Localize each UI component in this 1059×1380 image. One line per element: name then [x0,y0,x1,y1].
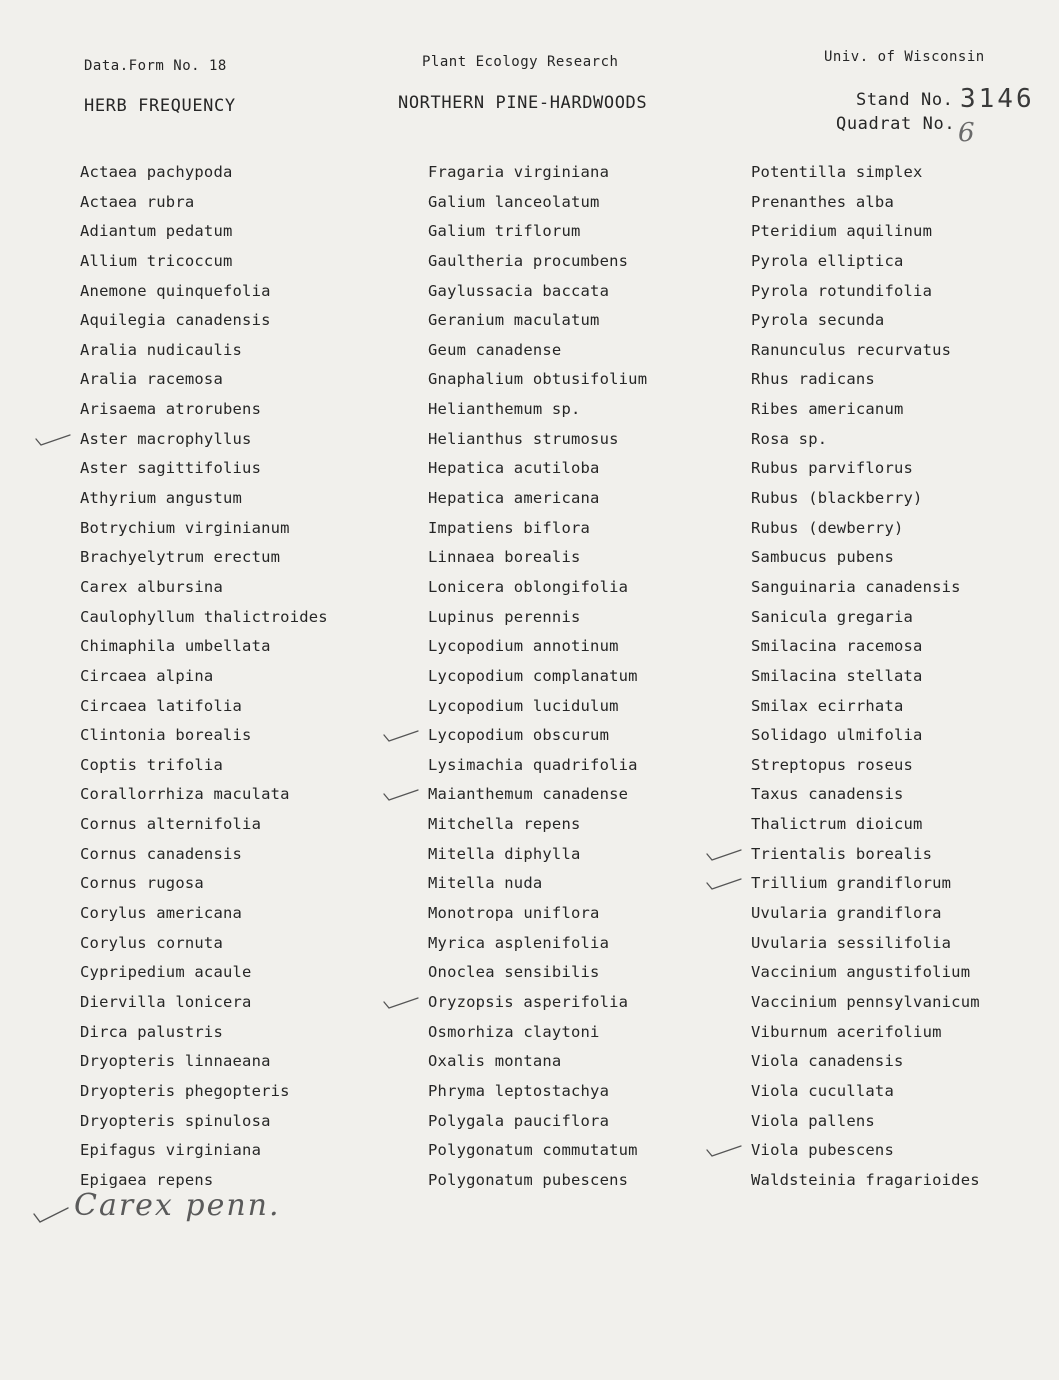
species-item-cornus-alternifolia [80,810,328,840]
species-name: Cornus canadensis [80,844,243,863]
species-name: Brachyelytrum erectum [80,548,281,567]
species-item-viola-cucullata [751,1077,980,1107]
species-name: Galium lanceolatum [428,192,600,211]
species-name: Cornus alternifolia [80,815,262,834]
check-mark-icon [32,430,72,450]
species-item-pteridium-aquilinum [751,217,980,247]
species-item-vaccinium-angustifolium [751,958,980,988]
species-name: Pyrola rotundifolia [751,281,933,300]
species-item-dryopteris-phegopteris [80,1077,328,1107]
species-item-aralia-racemosa [80,365,328,395]
species-item-dryopteris-linnaeana [80,1047,328,1077]
species-name: Hepatica acutiloba [428,459,600,478]
species-item-circaea-latifolia [80,692,328,722]
species-name: Vaccinium pennsylvanicum [751,992,980,1011]
species-item-aster-sagittifolius [80,454,328,484]
species-item-gaultheria-procumbens [428,247,647,277]
species-name: Mitella nuda [428,874,543,893]
species-name: Osmorhiza claytoni [428,1022,600,1041]
species-name: Rubus (dewberry) [751,518,904,537]
species-name: Impatiens biflora [428,518,591,537]
species-name: Caulophyllum thalictroides [80,607,328,626]
species-item-rubus-blackberry [751,484,980,514]
species-item-arisaema-atrorubens [80,395,328,425]
species-name: Aster macrophyllus [80,429,252,448]
species-name: Uvularia sessilifolia [751,933,952,952]
species-name: Smilax ecirrhata [751,696,904,715]
species-name: Sanguinaria canadensis [751,577,961,596]
species-item-smilacina-stellata [751,662,980,692]
species-name: Adiantum pedatum [80,222,233,241]
species-name: Pyrola secunda [751,311,885,330]
species-name: Corylus americana [80,904,243,923]
species-item-thalictrum-dioicum [751,810,980,840]
species-item-pyrola-elliptica [751,247,980,277]
species-item-diervilla-lonicera [80,988,328,1018]
species-name: Athyrium angustum [80,489,243,508]
species-item-impatiens-biflora [428,514,647,544]
species-name: Pteridium aquilinum [751,222,933,241]
species-name: Galium triflorum [428,222,581,241]
species-name: Phryma leptostachya [428,1081,610,1100]
species-item-aquilegia-canadensis [80,306,328,336]
species-name: Rubus parviflorus [751,459,914,478]
species-name: Aralia racemosa [80,370,223,389]
species-item-mitchella-repens [428,810,647,840]
species-item-onoclea-sensibilis [428,958,647,988]
species-item-hepatica-americana [428,484,647,514]
species-item-actaea-pachypoda [80,158,328,188]
species-item-trillium-grandiflorum [751,869,980,899]
species-name: Pyrola elliptica [751,251,904,270]
species-name: Cornus rugosa [80,874,204,893]
species-item-clintonia-borealis [80,721,328,751]
species-item-helianthemum-sp [428,395,647,425]
species-name: Anemone quinquefolia [80,281,271,300]
species-item-geranium-maculatum [428,306,647,336]
species-name: Viola cucullata [751,1081,894,1100]
species-name: Smilacina racemosa [751,637,923,656]
species-name: Taxus canadensis [751,785,904,804]
species-item-polygonatum-commutatum [428,1136,647,1166]
species-item-coptis-trifolia [80,751,328,781]
species-column-1 [80,158,328,1195]
check-mark-icon [703,874,743,894]
species-item-fragaria-virginiana [428,158,647,188]
species-name: Vaccinium angustifolium [751,963,971,982]
species-name: Dryopteris phegopteris [80,1081,290,1100]
species-item-lupinus-perennis [428,603,647,633]
species-name: Gaylussacia baccata [428,281,610,300]
check-mark-icon [703,845,743,865]
species-name: Helianthemum sp. [428,400,581,419]
species-name: Prenanthes alba [751,192,894,211]
species-item-rubus-parviflorus [751,454,980,484]
species-item-galium-triflorum [428,217,647,247]
species-name: Viola canadensis [751,1052,904,1071]
species-name: Allium tricoccum [80,251,233,270]
quadrat-label: Quadrat No. [836,114,956,134]
species-item-actaea-rubra [80,188,328,218]
species-name: Actaea pachypoda [80,163,233,181]
species-item-aster-macrophyllus [80,425,328,455]
species-item-helianthus-strumosus [428,425,647,455]
species-item-galium-lanceolatum [428,188,647,218]
species-name: Hepatica americana [428,489,600,508]
form-number: Data.Form No. 18 [84,58,227,74]
species-name: Circaea alpina [80,666,214,685]
species-name: Mitella diphylla [428,844,581,863]
check-mark-icon [703,1141,743,1161]
species-item-linnaea-borealis [428,543,647,573]
species-name: Trillium grandiflorum [751,874,952,893]
species-item-carex-albursina [80,573,328,603]
species-name: Carex albursina [80,577,223,596]
species-name: Trientalis borealis [751,844,933,863]
species-item-taxus-canadensis [751,780,980,810]
species-name: Lycopodium annotinum [428,637,619,656]
species-name: Viola pubescens [751,1141,894,1160]
species-name: Cypripedium acaule [80,963,252,982]
species-name: Lycopodium obscurum [428,726,610,745]
species-item-lycopodium-lucidulum [428,692,647,722]
species-item-rhus-radicans [751,365,980,395]
species-name: Lonicera oblongifolia [428,577,629,596]
species-item-circaea-alpina [80,662,328,692]
species-item-smilax-ecirrhata [751,692,980,722]
species-item-smilacina-racemosa [751,632,980,662]
species-name: Thalictrum dioicum [751,815,923,834]
species-item-allium-tricoccum [80,247,328,277]
species-item-hepatica-acutiloba [428,454,647,484]
species-name: Aquilegia canadensis [80,311,271,330]
species-name: Ribes americanum [751,400,904,419]
species-name: Rhus radicans [751,370,875,389]
species-item-epifagus-virginiana [80,1136,328,1166]
species-name: Corallorrhiza maculata [80,785,290,804]
species-name: Viburnum acerifolium [751,1022,942,1041]
species-name: Polygonatum pubescens [428,1170,629,1189]
species-name: Maianthemum canadense [428,785,629,804]
species-item-monotropa-uniflora [428,899,647,929]
species-name: Dryopteris linnaeana [80,1052,271,1071]
species-name: Corylus cornuta [80,933,223,952]
species-item-geum-canadense [428,336,647,366]
species-item-lycopodium-obscurum [428,721,647,751]
species-item-dryopteris-spinulosa [80,1107,328,1137]
species-name: Helianthus strumosus [428,429,619,448]
species-name: Lysimachia quadrifolia [428,755,638,774]
species-item-sanicula-gregaria [751,603,980,633]
species-item-cypripedium-acaule [80,958,328,988]
species-item-streptopus-roseus [751,751,980,781]
species-item-lycopodium-complanatum [428,662,647,692]
species-item-solidago-ulmifolia [751,721,980,751]
species-name: Lycopodium complanatum [428,666,638,685]
form-title: HERB FREQUENCY [84,96,236,116]
species-name: Sanicula gregaria [751,607,914,626]
species-item-mitella-diphylla [428,840,647,870]
species-item-pyrola-rotundifolia [751,277,980,307]
species-name: Potentilla simplex [751,163,923,181]
species-item-viola-canadensis [751,1047,980,1077]
species-item-gnaphalium-obtusifolium [428,365,647,395]
species-name: Monotropa uniflora [428,904,600,923]
species-item-myrica-asplenifolia [428,929,647,959]
species-name: Streptopus roseus [751,755,914,774]
check-mark-icon [30,1206,70,1226]
species-name: Onoclea sensibilis [428,963,600,982]
species-name: Sambucus pubens [751,548,894,567]
check-mark-icon [380,993,420,1013]
species-name: Aralia nudicaulis [80,340,243,359]
organization-name: Plant Ecology Research [422,54,619,70]
species-item-corallorrhiza-maculata [80,780,328,810]
species-name: Geranium maculatum [428,311,600,330]
stand-number-value: 3146 [960,84,1035,114]
species-item-aralia-nudicaulis [80,336,328,366]
species-item-viola-pubescens [751,1136,980,1166]
species-item-botrychium-virginianum [80,514,328,544]
species-item-rosa-sp [751,425,980,455]
species-column-3 [751,158,980,1195]
species-name: Circaea latifolia [80,696,243,715]
handwritten-entry [30,1188,330,1248]
species-name: Ranunculus recurvatus [751,340,952,359]
species-name: Fragaria virginiana [428,163,610,181]
species-name: Lupinus perennis [428,607,581,626]
species-item-cornus-rugosa [80,869,328,899]
species-item-potentilla-simplex [751,158,980,188]
species-item-pyrola-secunda [751,306,980,336]
species-item-sambucus-pubens [751,543,980,573]
species-name: Viola pallens [751,1111,875,1130]
species-item-brachyelytrum-erectum [80,543,328,573]
species-name: Coptis trifolia [80,755,223,774]
species-item-caulophyllum-thalictroides [80,603,328,633]
species-item-adiantum-pedatum [80,217,328,247]
species-name: Gnaphalium obtusifolium [428,370,648,389]
species-name: Chimaphila umbellata [80,637,271,656]
check-mark-icon [380,785,420,805]
species-name: Oxalis montana [428,1052,562,1071]
species-item-sanguinaria-canadensis [751,573,980,603]
species-item-polygonatum-pubescens [428,1166,647,1196]
species-name: Gaultheria procumbens [428,251,629,270]
species-name: Geum canadense [428,340,562,359]
species-item-phryma-leptostachya [428,1077,647,1107]
quadrat-number-value: 6 [958,118,975,148]
species-item-oryzopsis-asperifolia [428,988,647,1018]
species-item-ranunculus-recurvatus [751,336,980,366]
species-name: Polygonatum commutatum [428,1141,638,1160]
species-item-trientalis-borealis [751,840,980,870]
species-name: Linnaea borealis [428,548,581,567]
university-name: Univ. of Wisconsin [824,49,985,65]
handwritten-species-name: Carex penn. [74,1188,281,1223]
species-item-rubus-dewberry [751,514,980,544]
species-item-uvularia-grandiflora [751,899,980,929]
species-name: Lycopodium lucidulum [428,696,619,715]
species-name: Dryopteris spinulosa [80,1111,271,1130]
species-name: Arisaema atrorubens [80,400,262,419]
species-name: Diervilla lonicera [80,992,252,1011]
stand-label: Stand No. [856,90,954,110]
species-item-maianthemum-canadense [428,780,647,810]
species-name: Botrychium virginianum [80,518,290,537]
species-item-ribes-americanum [751,395,980,425]
species-name: Clintonia borealis [80,726,252,745]
species-name: Smilacina stellata [751,666,923,685]
species-item-viola-pallens [751,1107,980,1137]
species-item-corylus-cornuta [80,929,328,959]
species-item-corylus-americana [80,899,328,929]
species-name: Rosa sp. [751,429,828,448]
species-item-oxalis-montana [428,1047,647,1077]
species-item-uvularia-sessilifolia [751,929,980,959]
species-item-athyrium-angustum [80,484,328,514]
species-item-dirca-palustris [80,1018,328,1048]
species-name: Solidago ulmifolia [751,726,923,745]
species-item-mitella-nuda [428,869,647,899]
check-mark-icon [380,726,420,746]
species-item-waldsteinia-fragarioides [751,1166,980,1196]
species-name: Myrica asplenifolia [428,933,610,952]
species-item-polygala-pauciflora [428,1107,647,1137]
species-name: Actaea rubra [80,192,195,211]
species-item-chimaphila-umbellata [80,632,328,662]
species-name: Mitchella repens [428,815,581,834]
species-item-lonicera-oblongifolia [428,573,647,603]
species-item-prenanthes-alba [751,188,980,218]
species-name: Epigaea repens [80,1170,214,1189]
species-name: Epifagus virginiana [80,1141,262,1160]
species-item-cornus-canadensis [80,840,328,870]
species-item-vaccinium-pennsylvanicum [751,988,980,1018]
species-item-lysimachia-quadrifolia [428,751,647,781]
species-name: Uvularia grandiflora [751,904,942,923]
species-item-lycopodium-annotinum [428,632,647,662]
species-name: Rubus (blackberry) [751,489,923,508]
species-item-viburnum-acerifolium [751,1018,980,1048]
species-item-gaylussacia-baccata [428,277,647,307]
community-title: NORTHERN PINE-HARDWOODS [398,93,648,113]
species-name: Oryzopsis asperifolia [428,992,629,1011]
species-item-osmorhiza-claytoni [428,1018,647,1048]
species-name: Aster sagittifolius [80,459,262,478]
species-name: Waldsteinia fragarioides [751,1170,980,1189]
species-column-2 [428,158,647,1195]
species-name: Polygala pauciflora [428,1111,610,1130]
species-name: Dirca palustris [80,1022,223,1041]
species-item-anemone-quinquefolia [80,277,328,307]
